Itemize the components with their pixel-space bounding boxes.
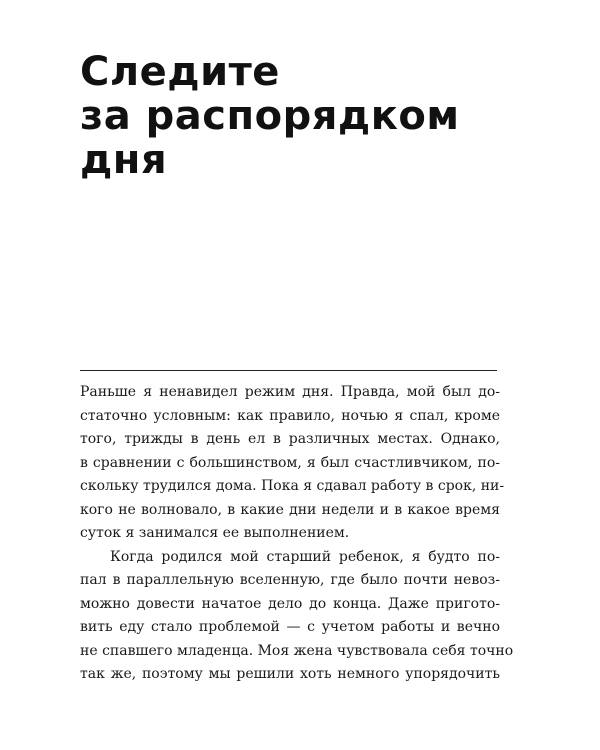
text-line: Раньше я ненавидел режим дня. Правда, мой был до-: [80, 384, 500, 400]
text-line: в сравнении с большинством, я был счастливчиком, по-: [80, 454, 500, 471]
chapter-title-line: Следите: [80, 49, 280, 95]
text-line: так же, поэтому мы решили хоть немного упорядочить: [80, 666, 500, 682]
text-line: того, трижды в день ел в различных местах. Однако,: [80, 431, 500, 447]
text-line: пал в параллельную вселенную, где было почти невоз-: [80, 572, 500, 588]
chapter-title: [80, 50, 540, 182]
text-line: можно довести начатое дело до конца. Даже пригото-: [80, 595, 500, 612]
text-line: статочно условным: как правило, ночью я спал, кроме: [80, 407, 500, 424]
text-line: не спавшего младенца. Моя жена чувствовала себя точно: [80, 642, 514, 659]
section-divider: [80, 370, 497, 371]
paragraph-1: [80, 381, 505, 546]
paragraph-2: [80, 546, 514, 687]
text-line: кого не волновало, в какие дни недели и в какое время: [80, 501, 500, 518]
text-line: суток я занимался ее выполнением.: [80, 525, 350, 541]
text-line: скольку трудился дома. Пока я сдавал работу в срок, ни-: [80, 478, 505, 494]
text-line: Когда родился мой старший ребенок, я будто по-: [110, 548, 500, 565]
body-text: [80, 381, 514, 687]
text-line: вить еду стало проблемой — с учетом работы и вечно: [80, 619, 500, 635]
chapter-title-line: дня: [80, 137, 168, 183]
chapter-title-line: за распорядком: [80, 93, 460, 139]
